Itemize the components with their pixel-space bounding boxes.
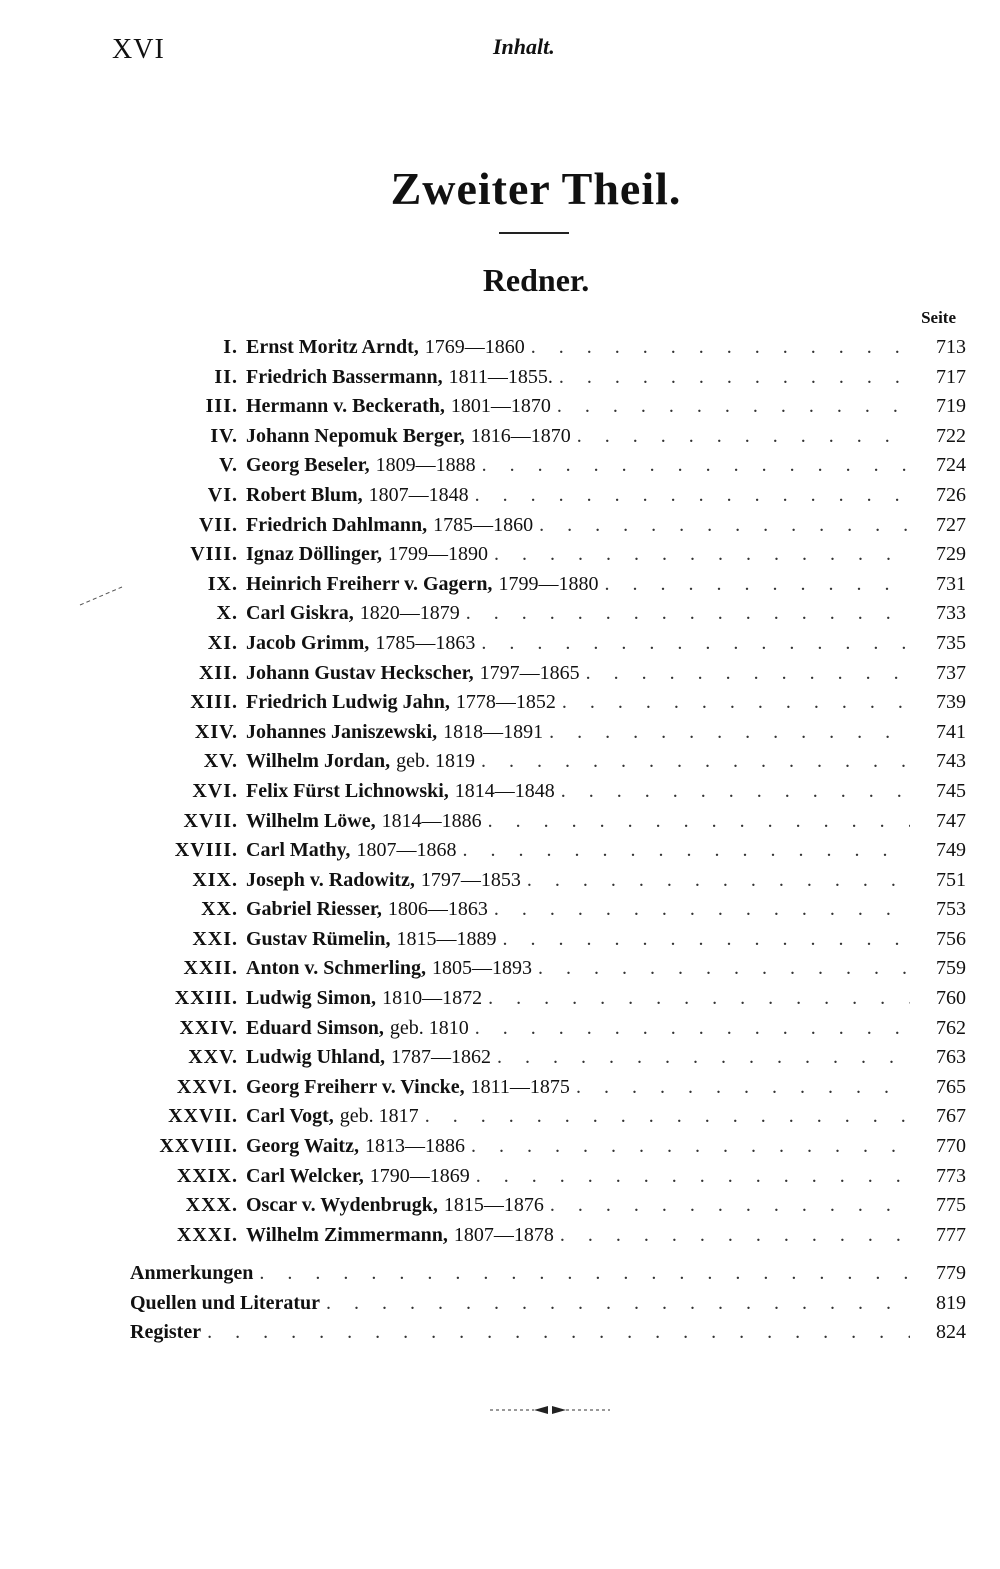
page-reference: 745 bbox=[936, 779, 966, 802]
entry-numeral: VIII. bbox=[190, 543, 238, 566]
page-reference: 717 bbox=[936, 365, 966, 388]
page-number: XVI bbox=[112, 34, 165, 65]
toc-entry[interactable] bbox=[0, 1102, 1000, 1132]
entry-numeral: IX. bbox=[207, 572, 238, 595]
section-title: Redner. bbox=[482, 262, 590, 298]
life-dates: 1809—1888 bbox=[375, 454, 476, 477]
dot-leader bbox=[576, 1073, 910, 1103]
entry-text bbox=[246, 1043, 910, 1073]
page-reference: 719 bbox=[936, 395, 966, 418]
dot-leader bbox=[207, 1318, 910, 1348]
dot-leader bbox=[502, 925, 910, 955]
toc-entry[interactable] bbox=[0, 688, 1000, 718]
life-dates: 1814—1848 bbox=[454, 779, 555, 802]
dot-leader bbox=[488, 807, 910, 837]
speaker-name: Johann Nepomuk Berger, bbox=[246, 424, 465, 447]
speaker-name: Georg Beseler, bbox=[246, 454, 370, 477]
toc-entry[interactable] bbox=[0, 984, 1000, 1014]
page-reference: 722 bbox=[936, 424, 966, 447]
life-dates: 1815—1876 bbox=[443, 1194, 544, 1217]
speaker-name: Johannes Janiszewski, bbox=[246, 720, 438, 743]
dot-leader bbox=[561, 777, 910, 807]
part-title: Zweiter Theil. bbox=[390, 163, 682, 214]
life-dates: 1790—1869 bbox=[369, 1164, 470, 1187]
back-matter-entry[interactable] bbox=[0, 1259, 1000, 1289]
page-reference: 751 bbox=[936, 868, 966, 891]
back-matter-entry[interactable] bbox=[0, 1318, 1000, 1348]
stray-pencil-mark bbox=[78, 585, 124, 607]
dot-leader bbox=[494, 895, 910, 925]
entry-numeral: XXII. bbox=[183, 957, 238, 980]
dot-leader bbox=[497, 1043, 910, 1073]
speaker-name: Wilhelm Zimmermann, bbox=[246, 1223, 448, 1246]
entry-text bbox=[246, 570, 910, 600]
toc-entry[interactable] bbox=[0, 629, 1000, 659]
speaker-name: Carl Giskra, bbox=[246, 602, 354, 625]
entry-numeral: XX. bbox=[201, 898, 238, 921]
life-dates: 1811—1855. bbox=[448, 365, 553, 388]
speaker-name: Anton v. Schmerling, bbox=[246, 957, 427, 980]
speaker-name: Ludwig Uhland, bbox=[246, 1046, 385, 1069]
entry-text bbox=[246, 807, 910, 837]
toc-entry[interactable] bbox=[0, 363, 1000, 393]
toc-entry[interactable] bbox=[0, 451, 1000, 481]
entry-text bbox=[246, 836, 910, 866]
entry-numeral: XXIII. bbox=[174, 987, 238, 1010]
speaker-name: Robert Blum, bbox=[246, 483, 363, 506]
speaker-name: Carl Vogt, bbox=[246, 1105, 334, 1128]
dot-leader bbox=[326, 1289, 910, 1319]
entry-numeral: XXI. bbox=[192, 927, 238, 950]
dot-leader bbox=[557, 392, 910, 422]
back-matter-label: Register bbox=[130, 1321, 202, 1344]
page-reference: 737 bbox=[936, 661, 966, 684]
toc-entry[interactable] bbox=[0, 1043, 1000, 1073]
toc-entry[interactable] bbox=[0, 1162, 1000, 1192]
entry-text bbox=[246, 984, 910, 1014]
life-dates: geb. 1817 bbox=[339, 1105, 419, 1128]
back-matter-entry[interactable] bbox=[0, 1289, 1000, 1319]
dot-leader bbox=[559, 363, 910, 393]
page-reference: 762 bbox=[936, 1016, 966, 1039]
running-head: Inhalt. bbox=[493, 34, 555, 59]
dot-leader bbox=[562, 688, 910, 718]
toc-entry[interactable] bbox=[0, 718, 1000, 748]
life-dates: 1785—1863 bbox=[375, 631, 476, 654]
ornament-divider bbox=[490, 1400, 610, 1420]
page-reference: 724 bbox=[936, 454, 966, 477]
entry-numeral: XIII. bbox=[190, 691, 238, 714]
life-dates: 1814—1886 bbox=[381, 809, 482, 832]
dot-leader bbox=[539, 511, 910, 541]
page-reference: 713 bbox=[936, 336, 966, 358]
speaker-name: Oscar v. Wydenbrugk, bbox=[246, 1194, 438, 1217]
entry-numeral: XI. bbox=[207, 631, 238, 654]
dot-leader bbox=[527, 866, 910, 896]
life-dates: 1820—1879 bbox=[359, 602, 460, 625]
entry-text bbox=[246, 333, 910, 363]
speaker-name: Georg Waitz, bbox=[246, 1135, 359, 1158]
toc-entry[interactable] bbox=[0, 659, 1000, 689]
page-reference: 765 bbox=[936, 1075, 966, 1098]
page-reference: 741 bbox=[936, 720, 966, 743]
page-reference: 735 bbox=[936, 631, 966, 654]
speaker-name: Georg Freiherr v. Vincke, bbox=[246, 1075, 465, 1098]
back-matter-label: Anmerkungen bbox=[130, 1262, 254, 1284]
speaker-name: Gustav Rümelin, bbox=[246, 927, 391, 950]
entry-text bbox=[130, 1259, 910, 1289]
page-reference: 727 bbox=[936, 513, 966, 536]
page-reference: 760 bbox=[936, 987, 966, 1010]
dot-leader bbox=[494, 540, 910, 570]
entry-text bbox=[246, 895, 910, 925]
page-reference: 767 bbox=[936, 1105, 966, 1128]
dot-leader bbox=[481, 747, 910, 777]
speaker-name: Heinrich Freiherr v. Gagern, bbox=[246, 572, 493, 595]
entry-text bbox=[246, 747, 910, 777]
page-reference: 729 bbox=[936, 543, 966, 566]
dot-leader bbox=[586, 659, 910, 689]
entry-numeral: XVII. bbox=[183, 809, 238, 832]
entry-numeral: VI. bbox=[207, 483, 238, 506]
life-dates: 1797—1865 bbox=[479, 661, 580, 684]
entry-numeral: XIX. bbox=[192, 868, 238, 891]
entry-numeral: XVI. bbox=[192, 779, 238, 802]
entry-numeral: XXIV. bbox=[179, 1016, 238, 1039]
entry-text bbox=[246, 629, 910, 659]
dot-leader bbox=[488, 984, 910, 1014]
entry-numeral: XIV. bbox=[194, 720, 238, 743]
table-of-contents bbox=[0, 333, 1000, 1250]
page-reference: 779 bbox=[936, 1262, 966, 1284]
life-dates: 1778—1852 bbox=[455, 691, 556, 714]
speaker-name: Jacob Grimm, bbox=[246, 631, 370, 654]
page-reference: 775 bbox=[936, 1194, 966, 1217]
entry-text bbox=[246, 363, 910, 393]
speaker-name: Gabriel Riesser, bbox=[246, 898, 382, 921]
page-reference: 770 bbox=[936, 1135, 966, 1158]
entry-numeral: V. bbox=[219, 454, 238, 477]
entry-numeral: X. bbox=[216, 602, 238, 625]
speaker-name: Hermann v. Beckerath, bbox=[246, 395, 445, 418]
page-reference: 743 bbox=[936, 750, 966, 773]
entry-text bbox=[246, 451, 910, 481]
dot-leader bbox=[550, 1191, 910, 1221]
entry-text bbox=[246, 718, 910, 748]
life-dates: 1807—1878 bbox=[453, 1223, 554, 1246]
life-dates: 1799—1890 bbox=[387, 543, 488, 566]
toc-entry[interactable] bbox=[0, 925, 1000, 955]
entry-text bbox=[246, 866, 910, 896]
life-dates: 1769—1860 bbox=[424, 336, 525, 358]
speaker-name: Ernst Moritz Arndt, bbox=[246, 336, 419, 358]
toc-entry[interactable] bbox=[0, 333, 1000, 363]
dot-leader bbox=[462, 836, 910, 866]
life-dates: 1816—1870 bbox=[470, 424, 571, 447]
entry-text bbox=[246, 1014, 910, 1044]
toc-entry[interactable] bbox=[0, 540, 1000, 570]
dot-leader bbox=[549, 718, 910, 748]
toc-entry[interactable] bbox=[0, 422, 1000, 452]
life-dates: geb. 1819 bbox=[396, 750, 475, 773]
entry-numeral: VII. bbox=[198, 513, 238, 536]
entry-numeral: XV. bbox=[203, 750, 238, 773]
life-dates: 1806—1863 bbox=[387, 898, 488, 921]
dot-leader bbox=[471, 1132, 910, 1162]
life-dates: 1813—1886 bbox=[364, 1135, 465, 1158]
entry-text bbox=[246, 1102, 910, 1132]
entry-text bbox=[246, 392, 910, 422]
entry-text bbox=[246, 659, 910, 689]
speaker-name: Joseph v. Radowitz, bbox=[246, 868, 415, 891]
toc-entry[interactable] bbox=[0, 836, 1000, 866]
entry-numeral: XVIII. bbox=[174, 839, 238, 862]
entry-numeral: IV. bbox=[210, 424, 238, 447]
life-dates: 1811—1875 bbox=[470, 1075, 570, 1098]
entry-numeral: XXVI. bbox=[176, 1075, 238, 1098]
speaker-name: Friedrich Dahlmann, bbox=[246, 513, 428, 536]
toc-entry[interactable] bbox=[0, 895, 1000, 925]
life-dates: 1787—1862 bbox=[390, 1046, 491, 1069]
toc-entry[interactable] bbox=[0, 599, 1000, 629]
speaker-name: Wilhelm Löwe, bbox=[246, 809, 376, 832]
entry-numeral: I. bbox=[223, 336, 238, 358]
dot-leader bbox=[476, 1162, 910, 1192]
dot-leader bbox=[531, 333, 910, 363]
entry-text bbox=[246, 599, 910, 629]
page-reference: 753 bbox=[936, 898, 966, 921]
entry-text bbox=[246, 422, 910, 452]
toc-entry[interactable] bbox=[0, 777, 1000, 807]
toc-entry[interactable] bbox=[0, 954, 1000, 984]
page-reference: 739 bbox=[936, 691, 966, 714]
life-dates: 1801—1870 bbox=[450, 395, 551, 418]
life-dates: 1785—1860 bbox=[433, 513, 534, 536]
page-reference: 726 bbox=[936, 483, 966, 506]
toc-entry[interactable] bbox=[0, 1221, 1000, 1251]
dot-leader bbox=[475, 1014, 910, 1044]
toc-entry[interactable] bbox=[0, 1191, 1000, 1221]
page-reference: 763 bbox=[936, 1046, 966, 1069]
dot-leader bbox=[577, 422, 910, 452]
speaker-name: Friedrich Bassermann, bbox=[246, 365, 443, 388]
entry-numeral: II. bbox=[214, 365, 238, 388]
dot-leader bbox=[538, 954, 910, 984]
life-dates: 1805—1893 bbox=[432, 957, 533, 980]
toc-entry[interactable] bbox=[0, 866, 1000, 896]
life-dates: 1815—1889 bbox=[396, 927, 497, 950]
speaker-name: Carl Welcker, bbox=[246, 1164, 364, 1187]
dot-leader bbox=[259, 1259, 910, 1289]
entry-numeral: XXVIII. bbox=[159, 1135, 238, 1158]
entry-numeral: XXX. bbox=[185, 1194, 238, 1217]
entry-text bbox=[246, 1221, 910, 1251]
dot-leader bbox=[481, 629, 910, 659]
life-dates: 1807—1868 bbox=[356, 839, 457, 862]
dot-leader bbox=[560, 1221, 910, 1251]
entry-numeral: XXV. bbox=[188, 1046, 238, 1069]
entry-text bbox=[130, 1289, 910, 1319]
toc-entry[interactable] bbox=[0, 1132, 1000, 1162]
page-reference: 777 bbox=[936, 1223, 966, 1246]
entry-text bbox=[246, 954, 910, 984]
toc-entry[interactable] bbox=[0, 570, 1000, 600]
toc-entry[interactable] bbox=[0, 511, 1000, 541]
page-reference: 819 bbox=[936, 1291, 966, 1314]
entry-text bbox=[246, 777, 910, 807]
entry-text bbox=[246, 925, 910, 955]
speaker-name: Eduard Simson, bbox=[246, 1016, 384, 1039]
entry-numeral: XII. bbox=[198, 661, 238, 684]
speaker-name: Friedrich Ludwig Jahn, bbox=[246, 691, 450, 714]
page-column-label: Seite bbox=[921, 308, 956, 327]
toc-entry[interactable] bbox=[0, 1073, 1000, 1103]
entry-text bbox=[246, 481, 910, 511]
toc-entry[interactable] bbox=[0, 392, 1000, 422]
toc-entry[interactable] bbox=[0, 807, 1000, 837]
page-reference: 756 bbox=[936, 927, 966, 950]
entry-text bbox=[246, 688, 910, 718]
title-rule bbox=[499, 232, 569, 234]
back-matter-label: Quellen und Literatur bbox=[130, 1291, 321, 1314]
dot-leader bbox=[604, 570, 910, 600]
page-reference: 824 bbox=[936, 1321, 966, 1344]
page-reference: 747 bbox=[936, 809, 966, 832]
entry-text bbox=[246, 1162, 910, 1192]
toc-entry[interactable] bbox=[0, 747, 1000, 777]
entry-text bbox=[130, 1318, 910, 1348]
toc-entry[interactable] bbox=[0, 481, 1000, 511]
entry-numeral: XXXI. bbox=[176, 1223, 238, 1246]
dot-leader bbox=[482, 451, 910, 481]
entry-text bbox=[246, 511, 910, 541]
page-reference: 731 bbox=[936, 572, 966, 595]
page-reference: 759 bbox=[936, 957, 966, 980]
entry-numeral: XXIX. bbox=[176, 1164, 238, 1187]
life-dates: geb. 1810 bbox=[389, 1016, 469, 1039]
dot-leader bbox=[466, 599, 910, 629]
toc-entry[interactable] bbox=[0, 1014, 1000, 1044]
speaker-name: Carl Mathy, bbox=[246, 839, 351, 862]
page-reference: 749 bbox=[936, 839, 966, 862]
life-dates: 1799—1880 bbox=[498, 572, 599, 595]
speaker-name: Wilhelm Jordan, bbox=[246, 750, 391, 773]
speaker-name: Johann Gustav Heckscher, bbox=[246, 661, 474, 684]
page-reference: 773 bbox=[936, 1164, 966, 1187]
speaker-name: Ignaz Döllinger, bbox=[246, 543, 382, 566]
speaker-name: Ludwig Simon, bbox=[246, 987, 377, 1010]
page-reference: 733 bbox=[936, 602, 966, 625]
back-matter-list bbox=[0, 1259, 1000, 1348]
entry-numeral: III. bbox=[205, 395, 238, 418]
life-dates: 1807—1848 bbox=[368, 483, 469, 506]
entry-text bbox=[246, 540, 910, 570]
dot-leader bbox=[475, 481, 910, 511]
entry-text bbox=[246, 1191, 910, 1221]
entry-numeral: XXVII. bbox=[168, 1105, 238, 1128]
entry-text bbox=[246, 1132, 910, 1162]
life-dates: 1810—1872 bbox=[382, 987, 483, 1010]
life-dates: 1797—1853 bbox=[420, 868, 521, 891]
speaker-name: Felix Fürst Lichnowski, bbox=[246, 779, 449, 802]
entry-text bbox=[246, 1073, 910, 1103]
life-dates: 1818—1891 bbox=[443, 720, 544, 743]
dot-leader bbox=[425, 1102, 910, 1132]
